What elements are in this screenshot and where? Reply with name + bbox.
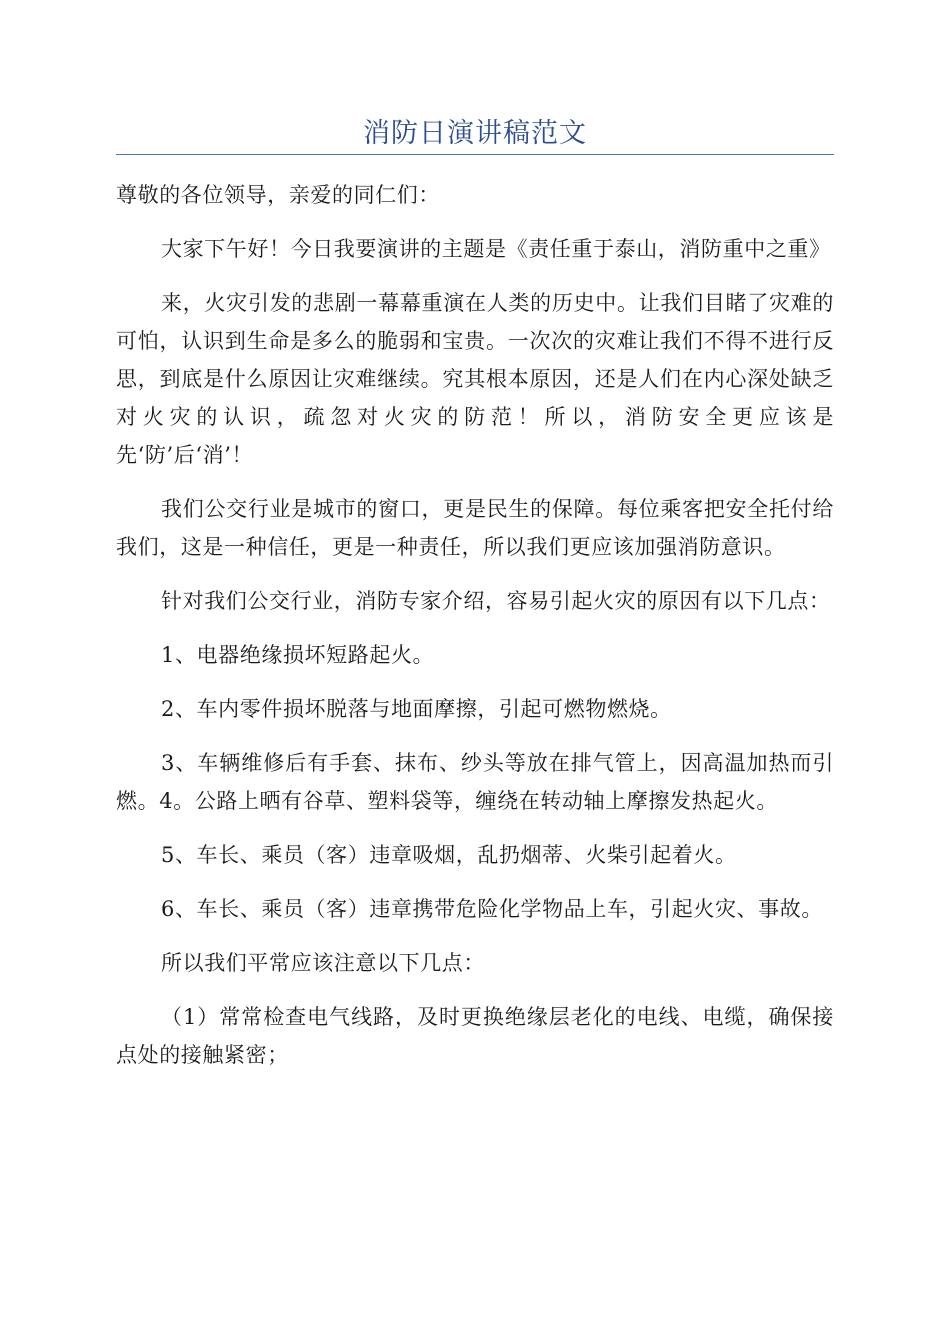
paragraph-intro: 大家下午好！今日我要演讲的主题是《责任重于泰山，消防重中之重》: [161, 237, 831, 261]
paragraph-causes-intro: 针对我们公交行业，消防专家介绍，容易引起火灾的原因有以下几点：: [161, 589, 831, 613]
paragraph-precautions-intro: 所以我们平常应该注意以下几点：: [161, 951, 485, 975]
paragraph-reflection: 来，火灾引发的悲剧一幕幕重演在人类的历史中。让我们目睹了灾难的可怕，认识到生命是多么的脆弱和宝贵。一次次的灾难让我们不得不进行反思，到底是什么原因让灾难继续。究其根本原因，还是人们在内心深处缺乏对火灾的认识，疏忽对火灾的防范！所以，消防安全更应该是先‘防’后‘消’！: [116, 291, 834, 467]
list-item-precaution-1: （1）常常检查电气线路，及时更换绝缘层老化的电线、电缆，确保接点处的接触紧密；: [116, 1005, 834, 1067]
document-title: 消防日演讲稿范文: [363, 118, 587, 149]
list-item-cause-2: 2、车内零件损坏脱落与地面摩擦，引起可燃物燃烧。: [161, 697, 672, 721]
list-item-cause-1: 1、电器绝缘损坏短路起火。: [161, 643, 435, 667]
list-item-cause-3-4: 3、车辆维修后有手套、抹布、纱头等放在排气管上，因高温加热而引燃。4。公路上晒有谷草、塑料袋等，缠绕在转动轴上摩擦发热起火。: [116, 751, 834, 813]
greeting-line: 尊敬的各位领导，亲爱的同仁们：: [116, 183, 440, 207]
document-body: [116, 176, 834, 1090]
title-underline: [116, 154, 834, 155]
list-item-cause-5: 5、车长、乘员（客）违章吸烟，乱扔烟蒂、火柴引起着火。: [161, 843, 737, 867]
paragraph-bus-industry: 我们公交行业是城市的窗口，更是民生的保障。每位乘客把安全托付给我们，这是一种信任，更是一种责任，所以我们更应该加强消防意识。: [116, 497, 834, 559]
list-item-cause-6: 6、车长、乘员（客）违章携带危险化学物品上车，引起火灾、事故。: [161, 897, 823, 921]
